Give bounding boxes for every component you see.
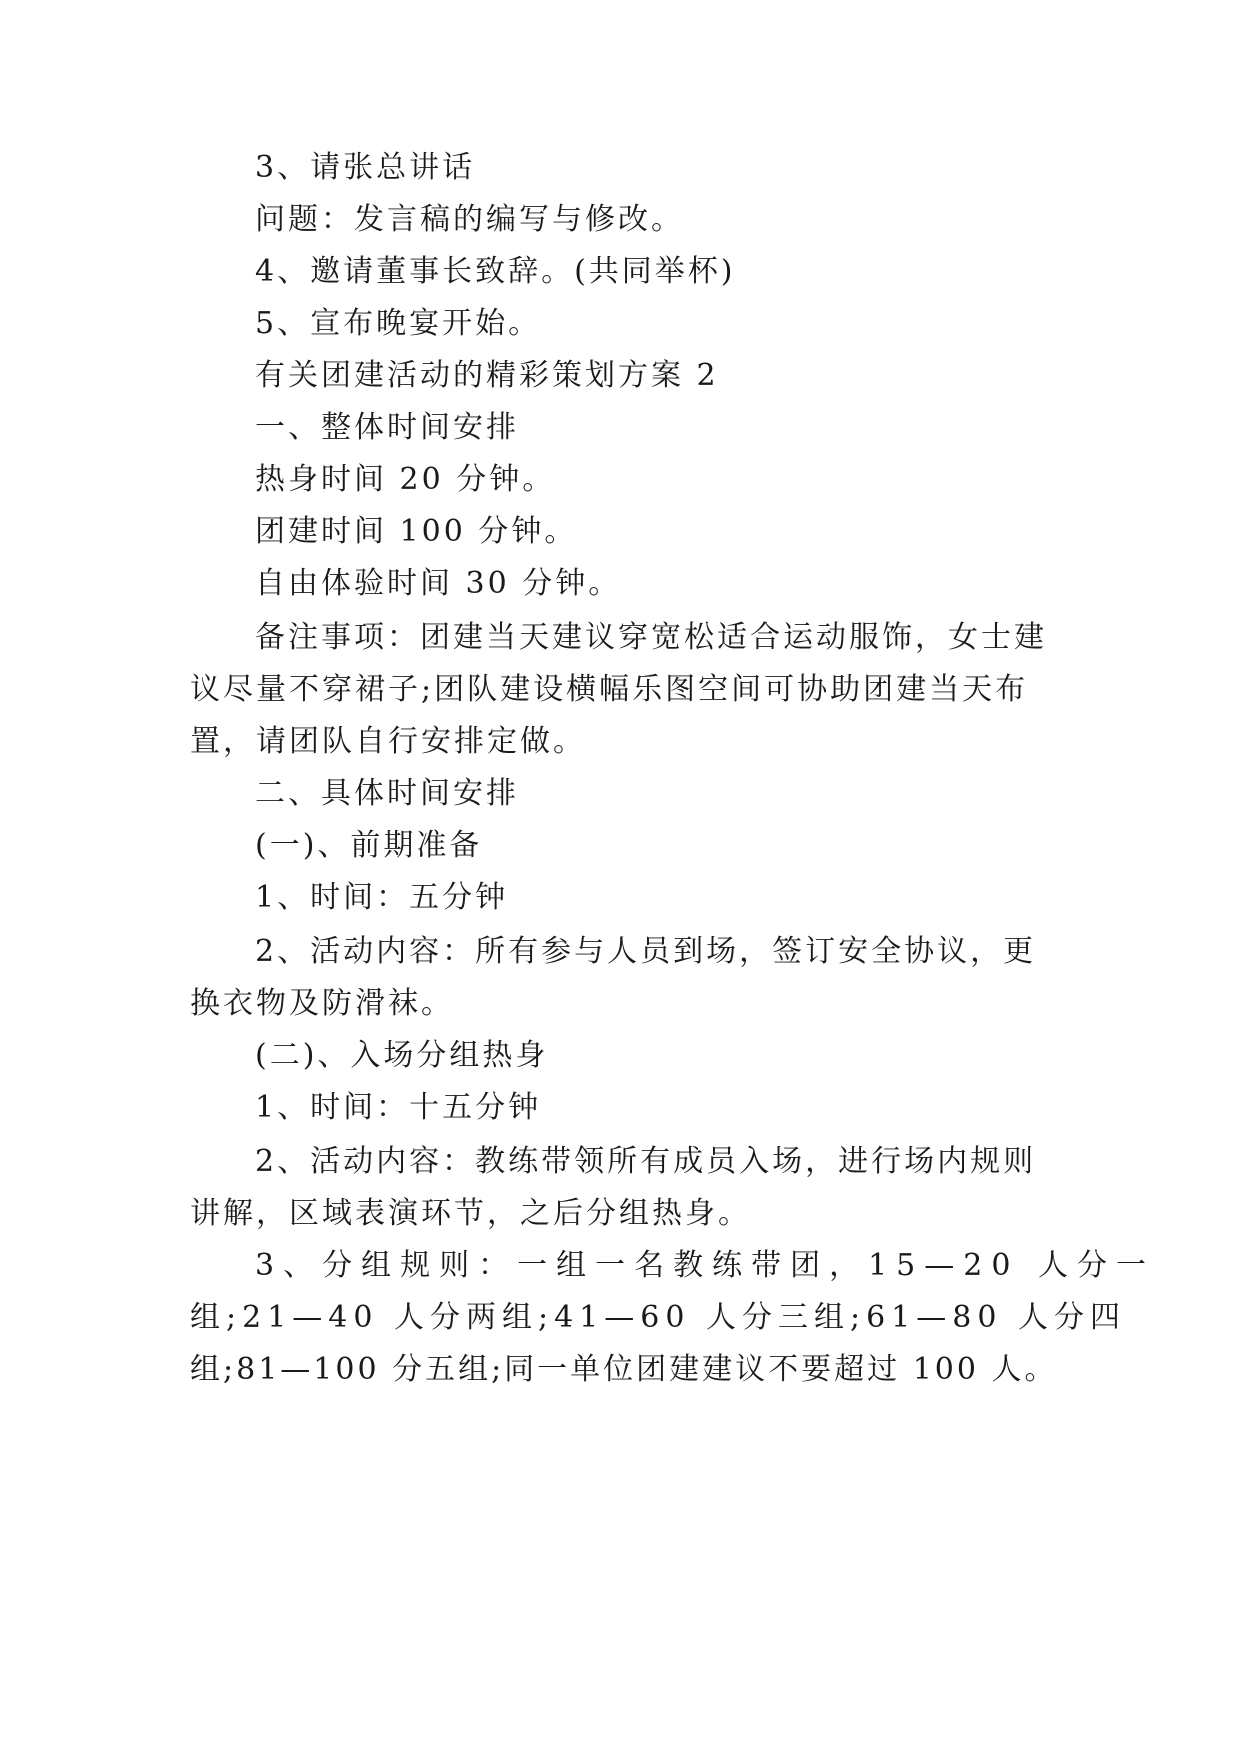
paragraph-line: 5、宣布晚宴开始。 (255, 306, 542, 341)
paragraph-line: 问题：发言稿的编写与修改。 (255, 202, 684, 237)
paragraph-line: 自由体验时间 30 分钟。 (255, 566, 622, 601)
section-heading: 一、整体时间安排 (255, 410, 519, 445)
paragraph-line: 讲解，区域表演环节，之后分组热身。 (190, 1196, 751, 1231)
paragraph-line: 置，请团队自行安排定做。 (190, 724, 586, 759)
subsection-heading: (一)、前期准备 (255, 828, 483, 863)
section-heading: 二、具体时间安排 (255, 776, 519, 811)
section-title: 有关团建活动的精彩策划方案 2 (255, 358, 719, 393)
paragraph-line: 3、分组规则：一组一名教练带团，15—20 人分一 (255, 1248, 1155, 1283)
paragraph-line: 议尽量不穿裙子;团队建设横幅乐图空间可协助团建当天布 (190, 672, 1029, 707)
paragraph-line: 组;81—100 分五组;同一单位团建建议不要超过 100 人。 (190, 1352, 1058, 1387)
paragraph-line: 1、时间：十五分钟 (255, 1090, 542, 1125)
paragraph-line: 1、时间：五分钟 (255, 880, 509, 915)
paragraph-line: 组;21—40 人分两组;41—60 人分三组;61—80 人分四 (190, 1300, 1126, 1335)
paragraph-line: 4、邀请董事长致辞。(共同举杯) (255, 254, 736, 289)
paragraph-line: 换衣物及防滑袜。 (190, 986, 454, 1021)
paragraph-line: 2、活动内容：教练带领所有成员入场，进行场内规则 (255, 1144, 1037, 1179)
paragraph-line: 备注事项：团建当天建议穿宽松适合运动服饰，女士建 (255, 620, 1047, 655)
paragraph-line: 2、活动内容：所有参与人员到场，签订安全协议，更 (255, 934, 1037, 969)
paragraph-line: 团建时间 100 分钟。 (255, 514, 578, 549)
subsection-heading: (二)、入场分组热身 (255, 1038, 549, 1073)
paragraph-line: 3、请张总讲话 (255, 150, 476, 185)
paragraph-line: 热身时间 20 分钟。 (255, 462, 556, 497)
